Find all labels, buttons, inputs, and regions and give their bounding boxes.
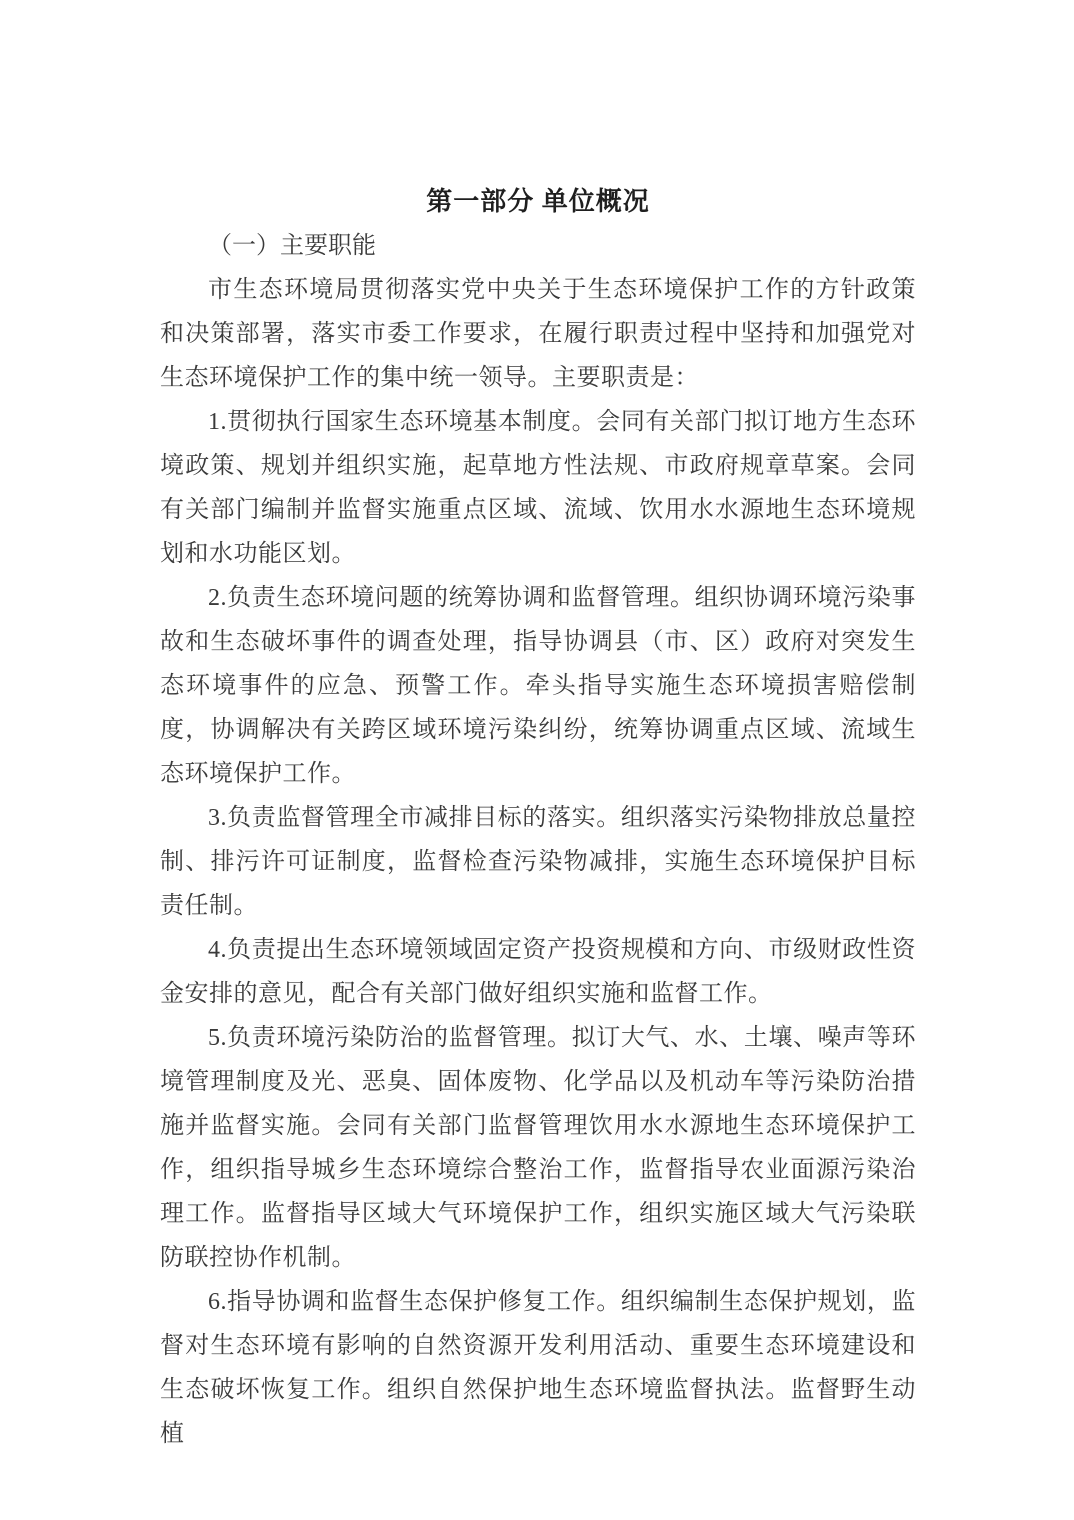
intro-paragraph: 市生态环境局贯彻落实党中央关于生态环境保护工作的方针政策和决策部署，落实市委工作要求，在履行职责过程中坚持和加强党对生态环境保护工作的集中统一领导。主要职责是： (160, 277, 916, 391)
section-heading: （一）主要职能 (208, 233, 376, 259)
page-title: 第一部分 单位概况 (426, 187, 650, 216)
numbered-paragraphs (160, 400, 916, 1456)
numbered-paragraph: 5.负责环境污染防治的监督管理。拟订大气、水、土壤、噪声等环境管理制度及光、恶臭、固体废物、化学品以及机动车等污染防治措施并监督实施。会同有关部门监督管理饮用水水源地生态环境保护工作，组织指导城乡生态环境综合整治工作，监督指导农业面源污染治理工作。监督指导区域大气环境保护工作，组织实施区域大气污染联防联控协作机制。 (160, 1025, 916, 1271)
numbered-paragraph: 3.负责监督管理全市减排目标的落实。组织落实污染物排放总量控制、排污许可证制度，监督检查污染物减排，实施生态环境保护目标责任制。 (160, 805, 916, 919)
numbered-paragraph: 6.指导协调和监督生态保护修复工作。组织编制生态保护规划，监督对生态环境有影响的自然资源开发利用活动、重要生态环境建设和生态破坏恢复工作。组织自然保护地生态环境监督执法。监督野生动植 (160, 1289, 916, 1447)
numbered-paragraph: 4.负责提出生态环境领域固定资产投资规模和方向、市级财政性资金安排的意见，配合有关部门做好组织实施和监督工作。 (160, 937, 916, 1007)
numbered-paragraph: 1.贯彻执行国家生态环境基本制度。会同有关部门拟订地方生态环境政策、规划并组织实施，起草地方性法规、市政府规章草案。会同有关部门编制并监督实施重点区域、流域、饮用水水源地生态环境规划和水功能区划。 (160, 409, 916, 567)
numbered-paragraph: 2.负责生态环境问题的统筹协调和监督管理。组织协调环境污染事故和生态破坏事件的调查处理，指导协调县（市、区）政府对突发生态环境事件的应急、预警工作。牵头指导实施生态环境损害赔偿制度，协调解决有关跨区域环境污染纠纷，统筹协调重点区域、流域生态环境保护工作。 (160, 585, 916, 787)
